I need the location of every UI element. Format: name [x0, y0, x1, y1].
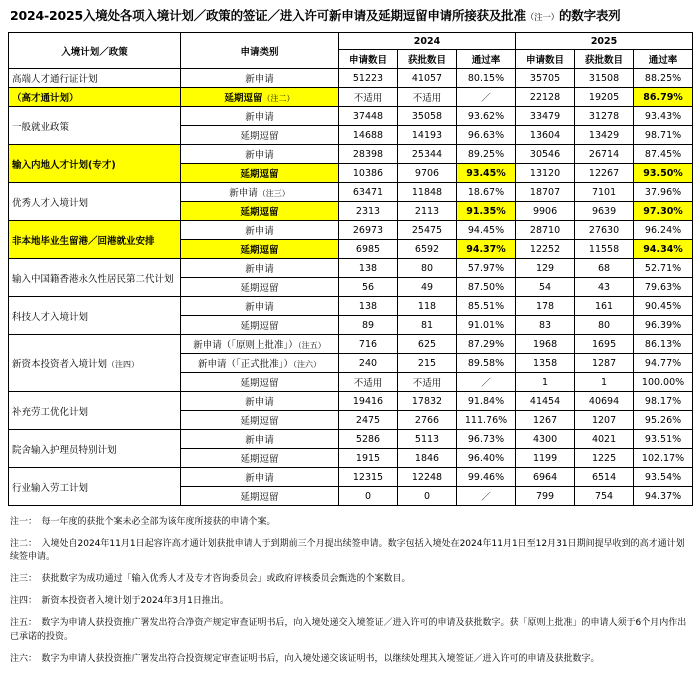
data-cell: 89	[339, 316, 398, 335]
data-cell: 93.45%	[457, 164, 516, 183]
category-note: （注五）	[297, 341, 326, 351]
data-cell: 30546	[516, 145, 575, 164]
data-cell: 14193	[398, 126, 457, 145]
application-category: 延期逗留	[181, 487, 339, 506]
data-cell: 2313	[339, 202, 398, 221]
application-category: 延期逗留	[181, 316, 339, 335]
header-2025-rate: 通过率	[634, 50, 693, 69]
data-cell: 6514	[575, 468, 634, 487]
scheme-name: （高才通计划）	[9, 88, 181, 107]
data-cell: 1915	[339, 449, 398, 468]
data-cell: 31508	[575, 69, 634, 88]
header-scheme: 入境计划／政策	[9, 33, 181, 69]
application-category: 延期逗留	[181, 164, 339, 183]
application-category: 新申请（注三）	[181, 183, 339, 202]
data-cell: 96.40%	[457, 449, 516, 468]
data-cell: 31278	[575, 107, 634, 126]
data-cell: 37448	[339, 107, 398, 126]
data-cell: 80.15%	[457, 69, 516, 88]
data-cell: 54	[516, 278, 575, 297]
data-cell: 86.79%	[634, 88, 693, 107]
header-row-1	[9, 33, 693, 50]
data-cell: 不适用	[398, 88, 457, 107]
data-cell: 100.00%	[634, 373, 693, 392]
table-row	[9, 183, 693, 202]
data-cell: 87.50%	[457, 278, 516, 297]
data-cell: 1695	[575, 335, 634, 354]
data-cell: 91.35%	[457, 202, 516, 221]
statistics-table	[8, 32, 693, 506]
application-category: 新申请（「正式批准」）（注六）	[181, 354, 339, 373]
data-cell: 26714	[575, 145, 634, 164]
scheme-name: 一般就业政策	[9, 107, 181, 145]
table-row	[9, 259, 693, 278]
data-cell: 2113	[398, 202, 457, 221]
data-cell: 5113	[398, 430, 457, 449]
data-cell: 94.34%	[634, 240, 693, 259]
data-cell: 1358	[516, 354, 575, 373]
table-body	[9, 69, 693, 506]
data-cell: 13429	[575, 126, 634, 145]
application-category: 延期逗留（注二）	[181, 88, 339, 107]
data-cell: 98.17%	[634, 392, 693, 411]
application-category: 新申请	[181, 392, 339, 411]
header-2024-rate: 通过率	[457, 50, 516, 69]
header-year-2024: 2024	[339, 33, 516, 50]
footnote: 注五： 数字为申请人获投资推广署发出符合净资产规定审查证明书后，向入境处递交入境签证／进入许可的申请及获批数字。获「原则上批准」的申请人须于6个月内作出已承诺的投资。	[10, 618, 687, 642]
header-category: 申请类别	[181, 33, 339, 69]
table-row	[9, 392, 693, 411]
table-row	[9, 88, 693, 107]
data-cell: 83	[516, 316, 575, 335]
data-cell: 68	[575, 259, 634, 278]
data-cell: 94.37%	[634, 487, 693, 506]
category-note: （注三）	[257, 189, 290, 199]
table-row	[9, 69, 693, 88]
scheme-name: 行业输入劳工计划	[9, 468, 181, 506]
data-cell: 215	[398, 354, 457, 373]
data-cell: 6964	[516, 468, 575, 487]
application-category: 新申请	[181, 145, 339, 164]
data-cell: 28710	[516, 221, 575, 240]
data-cell: 79.63%	[634, 278, 693, 297]
footnote: 注四： 新资本投资者入境计划于2024年3月1日推出。	[10, 596, 229, 607]
table-header	[9, 33, 693, 69]
data-cell: 85.51%	[457, 297, 516, 316]
data-cell: 89.25%	[457, 145, 516, 164]
data-cell: 19205	[575, 88, 634, 107]
application-category: 新申请	[181, 430, 339, 449]
data-cell: 9639	[575, 202, 634, 221]
data-cell: 37.96%	[634, 183, 693, 202]
page-title-text: 2024-2025入境处各项入境计划／政策的签证／进入许可新申请及延期逗留申请所接获及批准	[10, 8, 526, 23]
data-cell: 41057	[398, 69, 457, 88]
data-cell: 161	[575, 297, 634, 316]
data-cell: 43	[575, 278, 634, 297]
data-cell: 57.97%	[457, 259, 516, 278]
data-cell: ／	[457, 373, 516, 392]
data-cell: 63471	[339, 183, 398, 202]
footnote: 注六： 数字为申请人获投资推广署发出符合投资规定审查证明书后，向入境处递交该证明书，以继续处理其入境签证／进入许可的申请及获批数字。	[10, 653, 600, 664]
footnote: 注二： 入境处自2024年11月1日起容许高才通计划获批申请人于到期前三个月提出续签申请。数字包括入境处在2024年11月1日至12月31日期间提早收到的高才通计划续签申请。	[10, 539, 685, 563]
footnote: 注一： 每一年度的获批个案未必全部为该年度所接获的申请个案。	[10, 517, 276, 528]
category-note: （注二）	[262, 94, 295, 104]
data-cell: 138	[339, 259, 398, 278]
data-cell: ／	[457, 88, 516, 107]
scheme-name: 新资本投资者入境计划（注四）	[9, 335, 181, 392]
data-cell: 27630	[575, 221, 634, 240]
data-cell: 99.46%	[457, 468, 516, 487]
data-cell: 93.54%	[634, 468, 693, 487]
application-category: 新申请（「原则上批准」）（注五）	[181, 335, 339, 354]
data-cell: 1287	[575, 354, 634, 373]
page-title-note: （注一）	[525, 13, 559, 23]
data-cell: 12267	[575, 164, 634, 183]
data-cell: 2766	[398, 411, 457, 430]
application-category: 延期逗留	[181, 449, 339, 468]
data-cell: 96.24%	[634, 221, 693, 240]
application-category: 新申请	[181, 297, 339, 316]
application-category: 延期逗留	[181, 411, 339, 430]
data-cell: 1199	[516, 449, 575, 468]
data-cell: 754	[575, 487, 634, 506]
data-cell: 1968	[516, 335, 575, 354]
data-cell: 129	[516, 259, 575, 278]
data-cell: 14688	[339, 126, 398, 145]
data-cell: 102.17%	[634, 449, 693, 468]
data-cell: 28398	[339, 145, 398, 164]
footnote: 注三： 获批数字为成功通过「输入优秀人才及专才咨询委员会」或政府评核委员会甄选的个案数目。	[10, 574, 411, 585]
data-cell: 2475	[339, 411, 398, 430]
data-cell: 18.67%	[457, 183, 516, 202]
data-cell: 91.84%	[457, 392, 516, 411]
data-cell: 6985	[339, 240, 398, 259]
table-row	[9, 468, 693, 487]
data-cell: 94.77%	[634, 354, 693, 373]
table-row	[9, 297, 693, 316]
application-category: 延期逗留	[181, 373, 339, 392]
data-cell: 56	[339, 278, 398, 297]
table-row	[9, 430, 693, 449]
application-category: 新申请	[181, 69, 339, 88]
data-cell: 17832	[398, 392, 457, 411]
data-cell: 35058	[398, 107, 457, 126]
data-cell: 33479	[516, 107, 575, 126]
table-row	[9, 221, 693, 240]
data-cell: 25475	[398, 221, 457, 240]
scheme-name: 补充劳工优化计划	[9, 392, 181, 430]
data-cell: 11558	[575, 240, 634, 259]
data-cell: 90.45%	[634, 297, 693, 316]
header-2024-approved: 获批数目	[398, 50, 457, 69]
data-cell: 80	[398, 259, 457, 278]
scheme-name: 输入内地人才计划(专才)	[9, 145, 181, 183]
data-cell: 88.25%	[634, 69, 693, 88]
data-cell: 不适用	[339, 88, 398, 107]
data-cell: 80	[575, 316, 634, 335]
data-cell: 1207	[575, 411, 634, 430]
application-category: 延期逗留	[181, 126, 339, 145]
data-cell: 81	[398, 316, 457, 335]
category-note: （注六）	[293, 360, 321, 370]
data-cell: 35705	[516, 69, 575, 88]
data-cell: 6592	[398, 240, 457, 259]
data-cell: 625	[398, 335, 457, 354]
data-cell: 91.01%	[457, 316, 516, 335]
header-2025-approved: 获批数目	[575, 50, 634, 69]
data-cell: 138	[339, 297, 398, 316]
header-year-2025: 2025	[516, 33, 693, 50]
table-row	[9, 335, 693, 354]
header-2024-applications: 申请数目	[339, 50, 398, 69]
data-cell: 1	[516, 373, 575, 392]
data-cell: 不适用	[398, 373, 457, 392]
data-cell: 716	[339, 335, 398, 354]
data-cell: 96.39%	[634, 316, 693, 335]
data-cell: 25344	[398, 145, 457, 164]
data-cell: 1	[575, 373, 634, 392]
application-category: 新申请	[181, 107, 339, 126]
data-cell: 94.45%	[457, 221, 516, 240]
application-category: 延期逗留	[181, 202, 339, 221]
data-cell: 11848	[398, 183, 457, 202]
page-title	[10, 8, 692, 24]
data-cell: 94.37%	[457, 240, 516, 259]
data-cell: 93.43%	[634, 107, 693, 126]
scheme-name: 科技人才入境计划	[9, 297, 181, 335]
data-cell: 52.71%	[634, 259, 693, 278]
data-cell: 51223	[339, 69, 398, 88]
data-cell: 22128	[516, 88, 575, 107]
data-cell: 0	[339, 487, 398, 506]
data-cell: 93.51%	[634, 430, 693, 449]
data-cell: 95.26%	[634, 411, 693, 430]
scheme-name: 高端人才通行证计划	[9, 69, 181, 88]
data-cell: 93.62%	[457, 107, 516, 126]
application-category: 新申请	[181, 468, 339, 487]
data-cell: 49	[398, 278, 457, 297]
data-cell: ／	[457, 487, 516, 506]
application-category: 新申请	[181, 221, 339, 240]
data-cell: 19416	[339, 392, 398, 411]
scheme-name: 输入中国籍香港永久性居民第二代计划	[9, 259, 181, 297]
data-cell: 12315	[339, 468, 398, 487]
data-cell: 9706	[398, 164, 457, 183]
table-row	[9, 145, 693, 164]
data-cell: 86.13%	[634, 335, 693, 354]
data-cell: 26973	[339, 221, 398, 240]
data-cell: 0	[398, 487, 457, 506]
data-cell: 178	[516, 297, 575, 316]
scheme-name: 非本地毕业生留港／回港就业安排	[9, 221, 181, 259]
data-cell: 1225	[575, 449, 634, 468]
data-cell: 12252	[516, 240, 575, 259]
data-cell: 118	[398, 297, 457, 316]
data-cell: 40694	[575, 392, 634, 411]
data-cell: 12248	[398, 468, 457, 487]
data-cell: 4300	[516, 430, 575, 449]
data-cell: 7101	[575, 183, 634, 202]
table-row	[9, 107, 693, 126]
data-cell: 93.50%	[634, 164, 693, 183]
scheme-name: 优秀人才入境计划	[9, 183, 181, 221]
data-cell: 41454	[516, 392, 575, 411]
data-cell: 240	[339, 354, 398, 373]
data-cell: 799	[516, 487, 575, 506]
data-cell: 18707	[516, 183, 575, 202]
data-cell: 13120	[516, 164, 575, 183]
application-category: 新申请	[181, 259, 339, 278]
data-cell: 87.29%	[457, 335, 516, 354]
data-cell: 5286	[339, 430, 398, 449]
data-cell: 9906	[516, 202, 575, 221]
data-cell: 4021	[575, 430, 634, 449]
data-cell: 111.76%	[457, 411, 516, 430]
scheme-note: （注四）	[107, 360, 140, 370]
scheme-name: 院舍输入护理员特别计划	[9, 430, 181, 468]
data-cell: 87.45%	[634, 145, 693, 164]
data-cell: 13604	[516, 126, 575, 145]
data-cell: 98.71%	[634, 126, 693, 145]
application-category: 延期逗留	[181, 278, 339, 297]
header-2025-applications: 申请数目	[516, 50, 575, 69]
application-category: 延期逗留	[181, 240, 339, 259]
data-cell: 96.63%	[457, 126, 516, 145]
data-cell: 10386	[339, 164, 398, 183]
data-cell: 1846	[398, 449, 457, 468]
data-cell: 89.58%	[457, 354, 516, 373]
data-cell: 97.30%	[634, 202, 693, 221]
page-title-suffix: 的数字表列	[558, 8, 621, 23]
footnotes	[8, 516, 692, 665]
data-cell: 不适用	[339, 373, 398, 392]
data-cell: 96.73%	[457, 430, 516, 449]
data-cell: 1267	[516, 411, 575, 430]
